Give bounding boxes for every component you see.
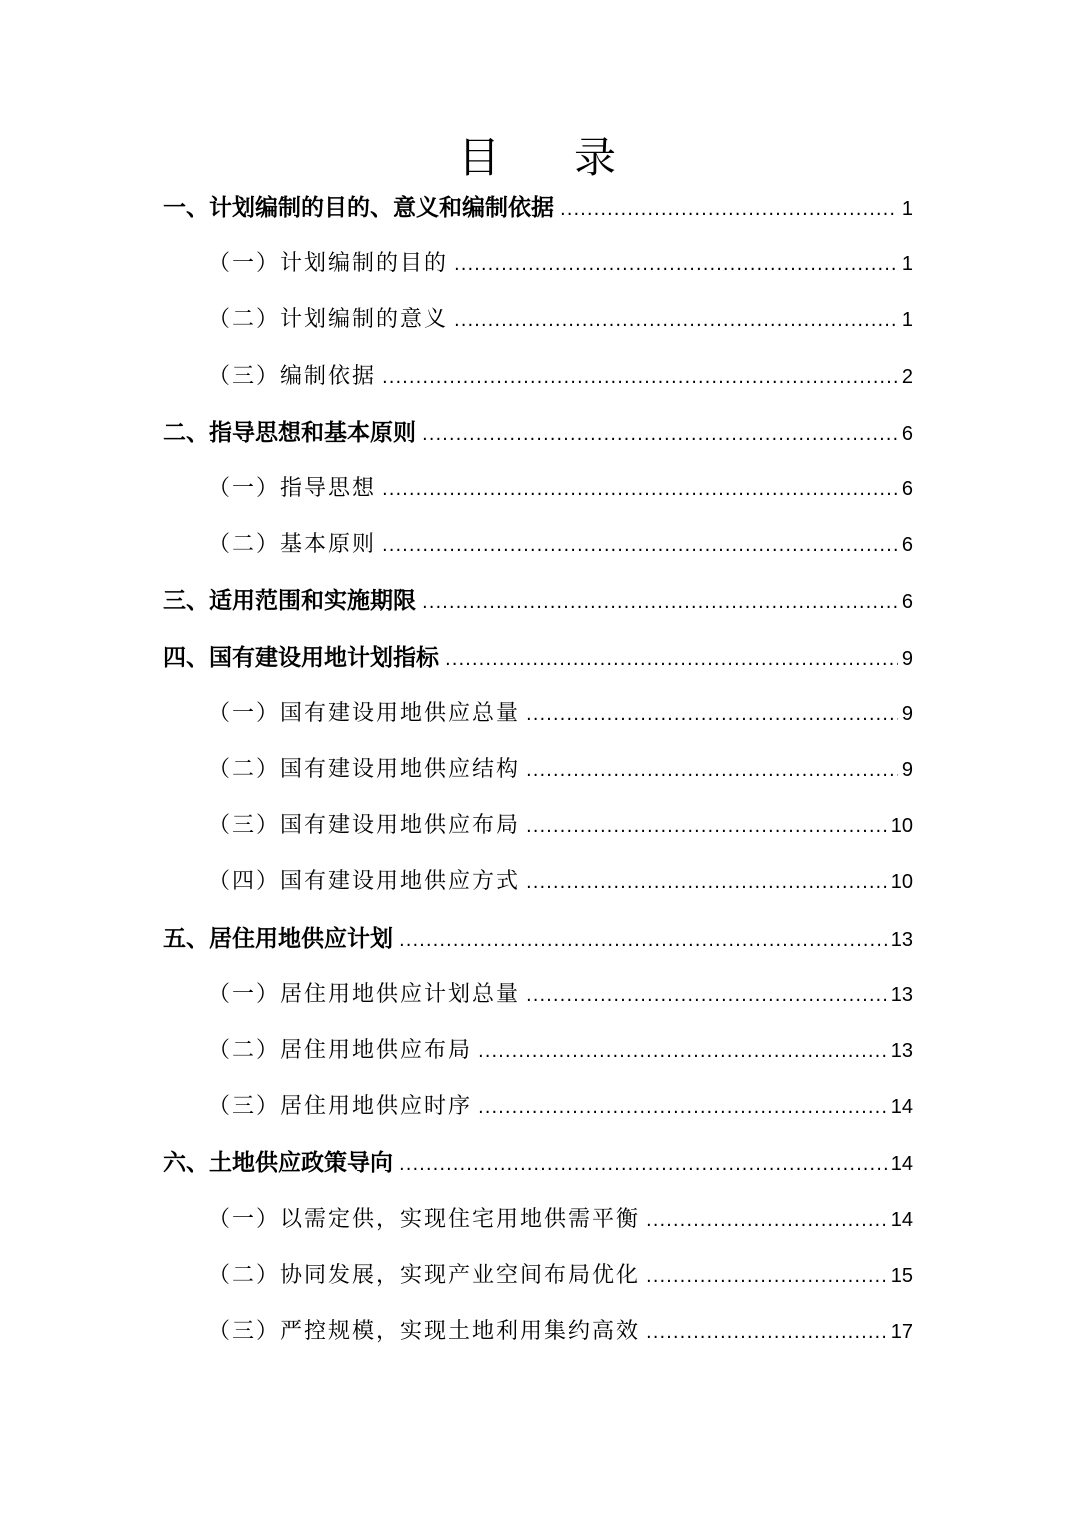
toc-entry-label: （二）居住用地供应布局	[208, 1038, 473, 1063]
toc-page-number: 2	[901, 365, 913, 388]
toc-entry-label: （一）居住用地供应计划总量	[208, 981, 521, 1007]
toc-dot-leader	[399, 1145, 887, 1185]
toc-entry[interactable]	[208, 806, 913, 846]
toc-page-number: 1	[901, 198, 913, 220]
toc-entry[interactable]	[208, 244, 913, 284]
toc-page-number: 9	[901, 647, 913, 670]
toc-page-number: 1	[901, 253, 913, 276]
toc-dot-leader	[526, 695, 898, 735]
toc-entry-label: （二）基本原则	[208, 532, 377, 558]
toc-entry[interactable]	[208, 357, 913, 397]
toc-page-number: 14	[890, 1096, 913, 1119]
toc-page-number: 1	[901, 309, 913, 332]
toc-entry-label: （三）国有建设用地供应布局	[208, 813, 521, 839]
toc-entry[interactable]	[208, 750, 913, 790]
toc-entry[interactable]	[163, 188, 913, 228]
toc-entry[interactable]	[208, 469, 913, 509]
toc-entry[interactable]	[208, 1031, 913, 1071]
toc-page-number: 10	[890, 871, 913, 894]
toc-dot-leader	[454, 301, 898, 341]
toc-entry[interactable]	[208, 1200, 913, 1240]
toc-entry-label: （一）指导思想	[208, 476, 377, 501]
toc-dot-leader	[526, 976, 887, 1016]
toc-entry[interactable]	[163, 1143, 913, 1183]
toc-entry-label: （三）编制依据	[208, 363, 377, 389]
toc-page-number: 6	[901, 534, 913, 557]
toc-entry-label: （三）居住用地供应时序	[208, 1094, 473, 1120]
toc-entry-label: （二）国有建设用地供应结构	[208, 757, 521, 782]
toc-dot-leader	[646, 1257, 887, 1297]
toc-entry[interactable]	[208, 525, 913, 565]
toc-entry-label: 六、土地供应政策导向	[163, 1150, 393, 1177]
toc-page-number: 6	[901, 422, 913, 445]
toc-page-number: 13	[890, 1040, 913, 1062]
toc-entry[interactable]	[208, 1087, 913, 1127]
toc-entry-label: 四、国有建设用地计划指标	[163, 644, 439, 671]
toc-dot-leader	[478, 1032, 887, 1072]
toc-entry-label: （四）国有建设用地供应方式	[208, 869, 521, 895]
toc-page-number: 9	[901, 702, 913, 725]
toc-dot-leader	[646, 1313, 887, 1353]
page-title-char-2: 录	[574, 133, 617, 182]
toc-entry[interactable]	[163, 581, 913, 621]
toc-entry-label: 二、指导思想和基本原则	[163, 419, 416, 446]
toc-page-number: 6	[901, 478, 913, 500]
toc-dot-leader	[646, 1201, 887, 1241]
toc-entry[interactable]	[208, 1312, 913, 1352]
toc-entry-label: （一）计划编制的目的	[208, 251, 449, 277]
page-title-char-1: 目	[457, 133, 500, 182]
toc-entry[interactable]	[163, 413, 913, 453]
toc-dot-leader	[382, 358, 898, 398]
toc-page-number: 13	[890, 983, 913, 1006]
toc-entry-label: （一）国有建设用地供应总量	[208, 700, 521, 726]
toc-dot-leader	[382, 470, 898, 510]
toc-page-number: 15	[890, 1264, 913, 1287]
toc-entry-label: （二）协同发展，实现产业空间布局优化	[208, 1262, 641, 1288]
toc-dot-leader	[382, 526, 898, 566]
toc-entry[interactable]	[208, 300, 913, 340]
toc-entry[interactable]	[208, 975, 913, 1015]
toc-page-number: 14	[890, 1208, 913, 1231]
toc-entry[interactable]	[208, 862, 913, 902]
toc-dot-leader	[422, 415, 898, 455]
toc-dot-leader	[399, 921, 887, 961]
toc-dot-leader	[454, 245, 898, 285]
toc-dot-leader	[526, 807, 887, 847]
toc-entry-label: （二）计划编制的意义	[208, 307, 449, 333]
toc-entry-label: 一、计划编制的目的、意义和编制依据	[163, 195, 554, 221]
toc-entry-label: （三）严控规模，实现土地利用集约高效	[208, 1319, 641, 1344]
toc-page-number: 6	[901, 591, 913, 614]
toc-entry-label: 五、居住用地供应计划	[163, 925, 393, 952]
toc-entry-label: 三、适用范围和实施期限	[163, 588, 416, 615]
toc-dot-leader	[526, 751, 898, 791]
toc-dot-leader	[478, 1088, 887, 1128]
toc-entry[interactable]	[163, 638, 913, 678]
toc-page-number: 13	[890, 928, 913, 951]
toc-dot-leader	[422, 583, 898, 623]
toc-entry-label: （一）以需定供，实现住宅用地供需平衡	[208, 1206, 641, 1232]
toc-dot-leader	[560, 190, 898, 230]
toc-page-number: 17	[890, 1321, 913, 1343]
toc-entry[interactable]	[208, 1256, 913, 1296]
toc-entry[interactable]	[208, 694, 913, 734]
toc-page-number: 14	[890, 1153, 913, 1176]
toc-dot-leader	[445, 640, 898, 680]
toc-page-number: 10	[890, 815, 913, 838]
toc-entry[interactable]	[163, 919, 913, 959]
page-title	[0, 128, 1074, 188]
toc-dot-leader	[526, 863, 887, 903]
toc-page-number: 9	[901, 759, 913, 781]
